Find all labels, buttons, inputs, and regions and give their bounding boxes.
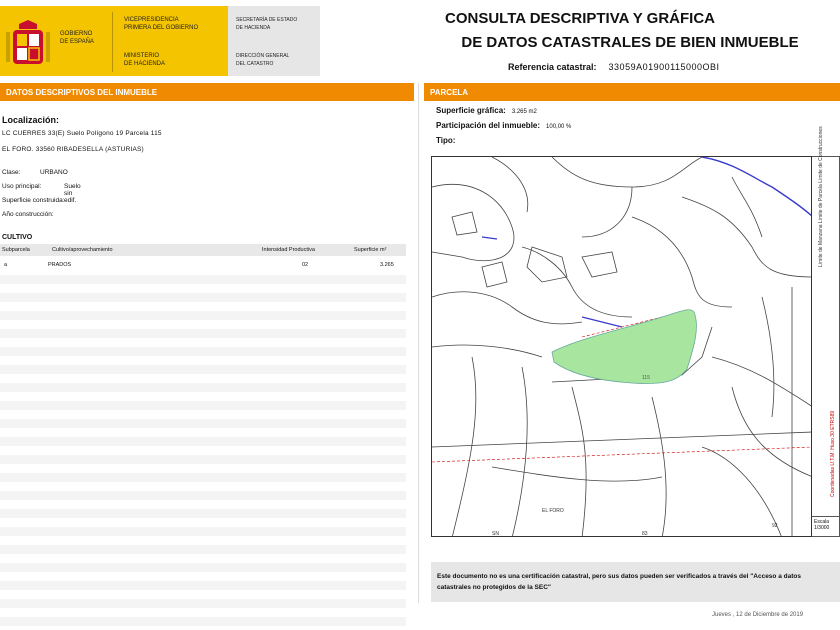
- field-year-built: [2, 211, 54, 218]
- ref-value: 33059A01900115000OBI: [608, 62, 720, 72]
- participation: [436, 121, 571, 130]
- empty-row: [0, 347, 406, 356]
- type-field: [436, 136, 455, 145]
- empty-row: [0, 473, 406, 482]
- empty-row: [0, 293, 406, 302]
- gov-name-line1: GOBIERNO: [60, 31, 93, 37]
- ministry-line1: MINISTERIO: [124, 53, 160, 59]
- col-crop: Cultivo/aprovechamiento: [52, 247, 113, 253]
- secretariat-line2: DE HACIENDA: [236, 25, 271, 31]
- col-subparcel: Subparcela: [2, 247, 30, 253]
- map-label-sn: SN: [492, 531, 499, 537]
- empty-row: [0, 311, 406, 320]
- empty-row: [0, 275, 406, 284]
- empty-row: [0, 437, 406, 446]
- issue-date: Jueves , 12 de Diciembre de 2019: [712, 612, 804, 618]
- directorate-line1: DIRECCIÓN GENERAL: [236, 53, 290, 59]
- field-label: Uso principal:: [2, 183, 42, 190]
- vice-presidency-line2: PRIMERA DEL GOBIERNO: [124, 25, 199, 31]
- type-label: Tipo:: [436, 136, 456, 145]
- location-line1: LC CUERRES 33(E) Suelo Polígono 19 Parcela 115: [2, 130, 162, 137]
- field-label: Superficie construida:: [2, 197, 65, 204]
- cadastral-reference: [508, 62, 719, 72]
- cell-intensity: 02: [302, 262, 309, 268]
- location-line2: EL FORO. 33560 RIBADESELLA (ASTURIAS): [2, 146, 144, 153]
- field-class: [2, 169, 68, 176]
- empty-row: [0, 401, 406, 410]
- empty-row: [0, 509, 406, 518]
- map-scale: Escala 1/3000: [812, 516, 840, 537]
- empty-row: [0, 365, 406, 374]
- location-label: Localización:: [2, 115, 60, 125]
- ministry-line2: DE HACIENDA: [124, 61, 166, 67]
- participation-value: 100,00 %: [546, 124, 572, 130]
- empty-row: [0, 545, 406, 554]
- directorate-line2: DEL CATASTRO: [236, 61, 274, 67]
- field-built-area: [2, 197, 65, 204]
- disclaimer-notice: Este documento no es una certificación catastral, pero sus datos pueden ser verificados a través del "Acceso a datos catastrales no protegidos de la SEC": [431, 562, 840, 602]
- empty-row: [0, 563, 406, 572]
- empty-row: [0, 581, 406, 590]
- cell-area: 3.265: [380, 262, 394, 268]
- map-label-92: 92: [772, 523, 778, 529]
- col-area: Superficie m²: [354, 247, 387, 253]
- field-value: Suelo sin edif.: [64, 183, 81, 204]
- empty-row: [0, 383, 406, 392]
- government-logo-block: [0, 6, 228, 76]
- cadastral-map-svg: [432, 157, 812, 537]
- graphic-area-value: 3.265 m2: [511, 109, 537, 115]
- table-row: [0, 259, 406, 271]
- empty-row: [0, 617, 406, 626]
- ref-label: Referencia catastral:: [508, 62, 597, 72]
- field-label: Año construcción:: [2, 211, 54, 218]
- map-legend: [812, 126, 840, 537]
- empty-row: [0, 599, 406, 608]
- empty-row: [0, 329, 406, 338]
- empty-row: [0, 455, 406, 464]
- field-value: URBANO: [40, 169, 68, 176]
- empty-row: [0, 491, 406, 500]
- empty-row: [0, 527, 406, 536]
- field-label: Clase:: [2, 169, 21, 176]
- graphic-area-label: Superficie gráfica:: [436, 106, 506, 115]
- col-intensity: Intensidad Productiva: [262, 247, 315, 253]
- government-header: [0, 6, 320, 76]
- cell-subparcel: a: [4, 262, 8, 268]
- parcel-map[interactable]: [431, 156, 812, 537]
- map-label-115: 115: [642, 375, 650, 381]
- coat-of-arms-icon: [3, 20, 53, 72]
- graphic-area: [436, 106, 537, 115]
- cell-crop: PRADOS: [48, 262, 72, 268]
- document-title-line1: CONSULTA DESCRIPTIVA Y GRÁFICA: [444, 10, 715, 27]
- cultivo-heading: CULTIVO: [2, 234, 33, 241]
- section-bar-parcel: PARCELA: [424, 83, 840, 101]
- map-label-place: EL FORO: [542, 508, 564, 514]
- column-divider: [418, 83, 419, 603]
- legend-boundaries: Límite de Manzana Límite de Parcela Límite de Construcciones: [818, 126, 824, 267]
- gov-name-line2: DE ESPAÑA: [60, 39, 94, 45]
- document-title-line2: DE DATOS CATASTRALES DE BIEN INMUEBLE: [461, 34, 799, 51]
- legend-coordinates: Coordenadas U.T.M. Huso 30 ETRS89: [830, 410, 836, 497]
- descriptive-data-panel: [0, 101, 410, 606]
- cultivo-table-header: [0, 244, 406, 256]
- empty-row: [0, 419, 406, 428]
- section-bar-descriptive: DATOS DESCRIPTIVOS DEL INMUEBLE: [0, 83, 414, 101]
- agency-block: [228, 6, 320, 76]
- vice-presidency-line1: VICEPRESIDENCIA: [124, 17, 179, 23]
- map-label-83: 83: [642, 531, 648, 537]
- secretariat-line1: SECRETARÍA DE ESTADO: [236, 17, 298, 23]
- participation-label: Participación del inmueble:: [436, 121, 541, 130]
